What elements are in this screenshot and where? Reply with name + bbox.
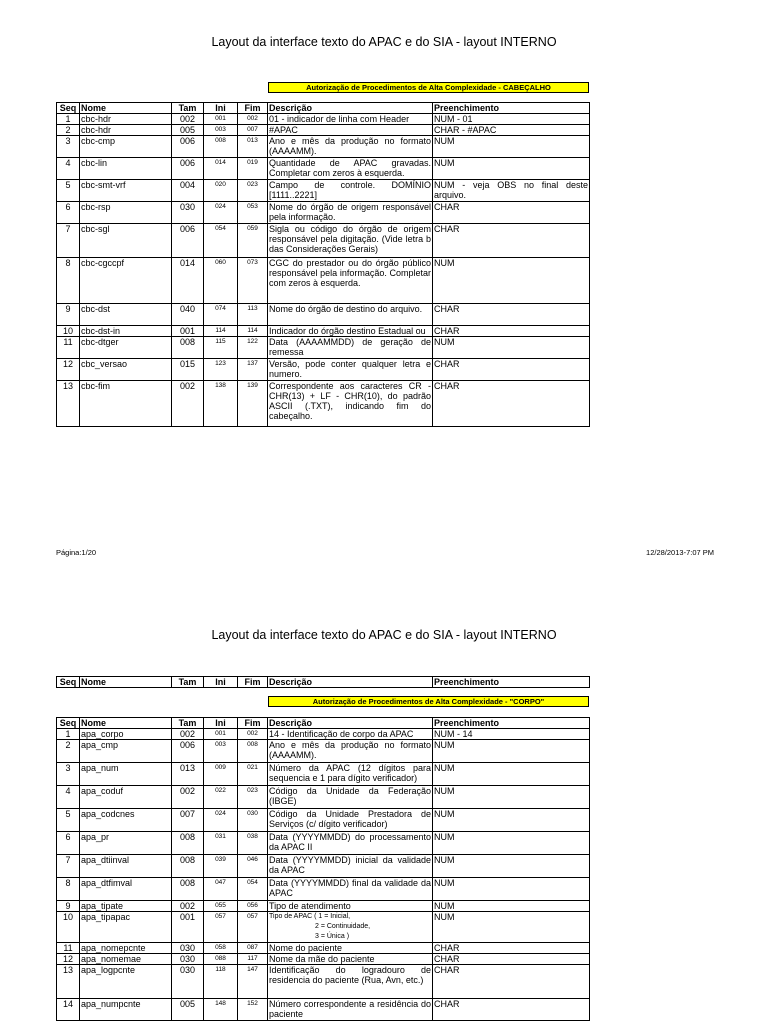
cell-nome: cbc-hdr [80, 125, 172, 136]
cell-tam: 040 [172, 304, 204, 326]
table-row [57, 125, 590, 136]
cell-fim: 038 [238, 832, 268, 855]
cell-fim: 073 [238, 258, 268, 304]
cell-fim: 053 [238, 202, 268, 224]
cell-descricao: 14 - Identificação de corpo da APAC [268, 729, 433, 740]
cell-fim: 007 [238, 125, 268, 136]
table-row [57, 901, 590, 912]
cell-seq: 7 [57, 855, 80, 878]
column-header: Seq [57, 103, 80, 114]
cell-tam: 001 [172, 326, 204, 337]
tipo-apac-line: Tipo de APAC ( 1 = Inicial, [269, 913, 351, 920]
cell-preenchimento: NUM [433, 855, 590, 878]
cell-tam: 002 [172, 786, 204, 809]
cell-seq: 4 [57, 158, 80, 180]
column-header: Tam [172, 718, 204, 729]
cell-fim: 030 [238, 809, 268, 832]
cell-preenchimento: CHAR [433, 202, 590, 224]
table-row [57, 855, 590, 878]
cell-fim: 147 [238, 965, 268, 999]
cell-nome: apa_logpcnte [80, 965, 172, 999]
cell-seq: 6 [57, 832, 80, 855]
cell-tam: 014 [172, 258, 204, 304]
cell-nome: apa_cmp [80, 740, 172, 763]
cell-nome: apa_nomemae [80, 954, 172, 965]
cell-seq: 2 [57, 125, 80, 136]
table-row [57, 965, 590, 999]
table-row [57, 136, 590, 158]
column-header: Seq [57, 677, 80, 688]
cell-tam: 004 [172, 180, 204, 202]
table-header-row [57, 718, 590, 729]
cell-nome: cbc-dst-in [80, 326, 172, 337]
cell-nome: cbc-smt-vrf [80, 180, 172, 202]
table-header-row [57, 677, 590, 688]
cell-preenchimento: NUM - 14 [433, 729, 590, 740]
cell-preenchimento: NUM [433, 740, 590, 763]
cell-nome: cbc_versao [80, 359, 172, 381]
cell-nome: cbc-dtger [80, 337, 172, 359]
cell-ini: 014 [204, 158, 238, 180]
section-banner-cabecalho: Autorização de Procedimentos de Alta Complexidade - CABEÇALHO [268, 82, 589, 93]
cell-fim: 046 [238, 855, 268, 878]
cell-seq: 9 [57, 901, 80, 912]
cell-preenchimento: CHAR [433, 381, 590, 427]
cell-seq: 10 [57, 326, 80, 337]
cell-descricao: CGC do prestador ou do órgão público responsável pela informação. Completar com zeros à esquerda. [268, 258, 433, 304]
cell-nome: cbc-fim [80, 381, 172, 427]
cell-ini: 008 [204, 136, 238, 158]
column-header: Fim [238, 718, 268, 729]
cell-seq: 9 [57, 304, 80, 326]
cell-ini: 148 [204, 999, 238, 1021]
cell-ini: 138 [204, 381, 238, 427]
cell-preenchimento: NUM [433, 878, 590, 901]
table-row [57, 359, 590, 381]
cell-fim: 122 [238, 337, 268, 359]
table-row [57, 943, 590, 954]
cell-ini: 118 [204, 965, 238, 999]
cell-preenchimento: NUM [433, 763, 590, 786]
cell-ini: 003 [204, 740, 238, 763]
column-header: Nome [80, 103, 172, 114]
table-row [57, 224, 590, 258]
cell-tam: 005 [172, 125, 204, 136]
cell-ini: 001 [204, 729, 238, 740]
cell-nome: apa_num [80, 763, 172, 786]
cell-ini: 024 [204, 202, 238, 224]
column-header: Preenchimento [433, 677, 590, 688]
cell-seq: 4 [57, 786, 80, 809]
column-header: Fim [238, 103, 268, 114]
cell-ini: 009 [204, 763, 238, 786]
cell-preenchimento: CHAR [433, 943, 590, 954]
cell-tam: 002 [172, 729, 204, 740]
cell-fim: 152 [238, 999, 268, 1021]
print-timestamp: 12/28/2013-7:07 PM [646, 548, 714, 557]
cell-ini: 058 [204, 943, 238, 954]
cell-descricao: 01 - indicador de linha com Header [268, 114, 433, 125]
cell-descricao: Data (AAAAMMDD) de geração de remessa [269, 337, 431, 357]
cell-tam: 001 [172, 912, 204, 943]
cell-descricao: Código da Unidade da Federação (IBGE) [268, 786, 433, 809]
cell-descricao: Nome do órgão de origem responsável pela informação. [269, 202, 431, 222]
cell-tam: 002 [172, 381, 204, 427]
cell-descricao: Data (YYYYMMDD) final da validade da APAC [268, 878, 433, 901]
cell-preenchimento: CHAR [433, 999, 590, 1021]
column-header-strip [56, 676, 590, 688]
table-row [57, 258, 590, 304]
cell-tam: 008 [172, 832, 204, 855]
cell-preenchimento: CHAR [433, 326, 590, 337]
cell-nome: apa_numpcnte [80, 999, 172, 1021]
cell-fim: 056 [238, 901, 268, 912]
cell-tam: 030 [172, 943, 204, 954]
column-header: Ini [204, 677, 238, 688]
cell-nome: apa_tipapac [80, 912, 172, 943]
layout-table-corpo [56, 717, 590, 1021]
cell-preenchimento: CHAR [433, 304, 590, 326]
cell-ini: 047 [204, 878, 238, 901]
cell-descricao: Sigla ou código do órgão de origem responsável pela digitação. (Vide letra b das Considerações Gerais) [268, 224, 433, 258]
table-row [57, 786, 590, 809]
cell-nome: cbc-cmp [80, 136, 172, 158]
cell-ini: 088 [204, 954, 238, 965]
cell-descricao [268, 912, 433, 943]
cell-ini: 060 [204, 258, 238, 304]
cell-tam: 006 [172, 224, 204, 258]
column-header: Descrição [268, 103, 433, 114]
cell-descricao: Número correspondente a residência do paciente [269, 999, 431, 1019]
cell-preenchimento: NUM [433, 786, 590, 809]
cell-seq: 8 [57, 258, 80, 304]
cell-seq: 3 [57, 136, 80, 158]
column-header: Tam [172, 103, 204, 114]
column-header: Preenchimento [433, 718, 590, 729]
cell-seq: 10 [57, 912, 80, 943]
section-banner-corpo: Autorização de Procedimentos de Alta Complexidade - "CORPO" [268, 696, 589, 707]
cell-fim: 137 [238, 359, 268, 381]
table-row [57, 180, 590, 202]
cell-tam: 015 [172, 359, 204, 381]
cell-fim: 114 [238, 326, 268, 337]
cell-fim: 013 [238, 136, 268, 158]
cell-fim: 008 [238, 740, 268, 763]
cell-descricao: Data (YYYYMMDD) do processamento da APAC II [268, 832, 433, 855]
cell-descricao: Correspondente aos caracteres CR - CHR(13) + LF - CHR(10), do padrão ASCII (.TXT), indicando fim do cabeçalho. [268, 381, 433, 427]
cell-ini: 039 [204, 855, 238, 878]
column-header: Nome [80, 677, 172, 688]
cell-seq: 2 [57, 740, 80, 763]
cell-descricao: Campo de controle. DOMÍNIO [1111..2221] [269, 180, 431, 200]
cell-preenchimento: NUM [433, 337, 590, 359]
column-header: Seq [57, 718, 80, 729]
table-row [57, 878, 590, 901]
table-row [57, 381, 590, 427]
cell-preenchimento: NUM [433, 136, 590, 158]
tipo-apac-line: 2 = Continuidade, [315, 923, 371, 930]
column-header: Ini [204, 718, 238, 729]
cell-ini: 123 [204, 359, 238, 381]
cell-seq: 5 [57, 809, 80, 832]
cell-preenchimento: NUM [433, 832, 590, 855]
cell-fim: 002 [238, 729, 268, 740]
cell-nome: apa_tipate [80, 901, 172, 912]
cell-fim: 002 [238, 114, 268, 125]
cell-nome: apa_dtfimval [80, 878, 172, 901]
cell-tam: 005 [172, 999, 204, 1021]
cell-nome: cbc-cgccpf [80, 258, 172, 304]
column-header: Fim [238, 677, 268, 688]
cell-nome: apa_codcnes [80, 809, 172, 832]
cell-descricao: #APAC [268, 125, 433, 136]
cell-tam: 030 [172, 202, 204, 224]
cell-preenchimento: CHAR [433, 224, 590, 258]
table-row [57, 954, 590, 965]
cell-tam: 008 [172, 337, 204, 359]
cell-ini: 115 [204, 337, 238, 359]
cell-ini: 114 [204, 326, 238, 337]
cell-fim: 117 [238, 954, 268, 965]
table-row [57, 999, 590, 1021]
cell-ini: 024 [204, 809, 238, 832]
table-header-row [57, 103, 590, 114]
cell-nome: cbc-hdr [80, 114, 172, 125]
table-row [57, 763, 590, 786]
cell-tam: 013 [172, 763, 204, 786]
cell-tam: 006 [172, 740, 204, 763]
cell-tam: 002 [172, 901, 204, 912]
cell-nome: cbc-sgl [80, 224, 172, 258]
table-row [57, 809, 590, 832]
cell-seq: 12 [57, 954, 80, 965]
cell-nome: cbc-dst [80, 304, 172, 326]
table-row [57, 202, 590, 224]
column-header: Descrição [268, 718, 433, 729]
cell-nome: cbc-rsp [80, 202, 172, 224]
cell-fim: 023 [238, 786, 268, 809]
cell-descricao: Nome do órgão de destino do arquivo. [268, 304, 433, 326]
cell-tam: 008 [172, 878, 204, 901]
column-header: Descrição [268, 677, 433, 688]
cell-seq: 11 [57, 337, 80, 359]
table-row [57, 729, 590, 740]
cell-seq: 3 [57, 763, 80, 786]
cell-descricao: Versão, pode conter qualquer letra e numero. [269, 359, 431, 379]
cell-seq: 11 [57, 943, 80, 954]
cell-seq: 13 [57, 965, 80, 999]
cell-descricao: Nome do paciente [268, 943, 433, 954]
cell-preenchimento: NUM [433, 258, 590, 304]
cell-ini: 022 [204, 786, 238, 809]
cell-fim: 139 [238, 381, 268, 427]
cell-descricao: Indicador do órgão destino Estadual ou [268, 326, 433, 337]
cell-fim: 057 [238, 912, 268, 943]
cell-ini: 031 [204, 832, 238, 855]
cell-ini: 020 [204, 180, 238, 202]
cell-preenchimento: NUM - veja OBS no final deste arquivo. [434, 180, 588, 200]
cell-descricao: Nome da mãe do paciente [268, 954, 433, 965]
cell-seq: 1 [57, 729, 80, 740]
table-row [57, 832, 590, 855]
cell-tam: 006 [172, 136, 204, 158]
cell-seq: 13 [57, 381, 80, 427]
cell-descricao: Ano e mês da produção no formato (AAAAMM). [268, 740, 433, 763]
cell-seq: 14 [57, 999, 80, 1021]
cell-fim: 019 [238, 158, 268, 180]
page-title: Layout da interface texto do APAC e do SIA - layout INTERNO [211, 35, 557, 49]
cell-preenchimento: CHAR [433, 965, 590, 999]
column-header: Nome [80, 718, 172, 729]
cell-descricao: Tipo de atendimento [268, 901, 433, 912]
layout-table-cabecalho [56, 102, 590, 427]
cell-seq: 1 [57, 114, 80, 125]
cell-nome: apa_dtiinval [80, 855, 172, 878]
cell-fim: 023 [238, 180, 268, 202]
cell-nome: apa_nomepcnte [80, 943, 172, 954]
cell-descricao: Código da Unidade Prestadora de Serviços (c/ dígito verificador) [268, 809, 433, 832]
cell-descricao: Número da APAC (12 dígitos para sequencia e 1 para dígito verificador) [268, 763, 433, 786]
cell-ini: 001 [204, 114, 238, 125]
cell-seq: 8 [57, 878, 80, 901]
page-title: Layout da interface texto do APAC e do SIA - layout INTERNO [211, 628, 557, 642]
table-row [57, 337, 590, 359]
cell-preenchimento: NUM [433, 809, 590, 832]
cell-tam: 002 [172, 114, 204, 125]
cell-ini: 003 [204, 125, 238, 136]
cell-fim: 021 [238, 763, 268, 786]
table-row [57, 114, 590, 125]
cell-nome: apa_pr [80, 832, 172, 855]
cell-descricao: Ano e mês da produção no formato (AAAAMM). [269, 136, 431, 156]
cell-fim: 059 [238, 224, 268, 258]
table-row [57, 740, 590, 763]
cell-fim: 087 [238, 943, 268, 954]
cell-seq: 12 [57, 359, 80, 381]
cell-ini: 057 [204, 912, 238, 943]
cell-seq: 6 [57, 202, 80, 224]
cell-nome: cbc-lin [80, 158, 172, 180]
cell-preenchimento: NUM [433, 158, 590, 180]
cell-tam: 006 [172, 158, 204, 180]
cell-descricao: Identificação do logradouro de residencia do paciente (Rua, Avn, etc.) [268, 965, 433, 999]
cell-preenchimento: CHAR - #APAC [433, 125, 590, 136]
cell-ini: 074 [204, 304, 238, 326]
cell-preenchimento: CHAR [433, 954, 590, 965]
cell-fim: 113 [238, 304, 268, 326]
cell-descricao: Data (YYYYMMDD) inicial da validade da APAC [268, 855, 433, 878]
cell-preenchimento: NUM [433, 901, 590, 912]
tipo-apac-line: 3 = Única ) [315, 933, 350, 940]
cell-fim: 054 [238, 878, 268, 901]
page-number: Página:1/20 [56, 548, 97, 557]
column-header: Ini [204, 103, 238, 114]
table-row [57, 326, 590, 337]
table-row [57, 912, 590, 943]
cell-ini: 054 [204, 224, 238, 258]
cell-preenchimento: NUM - 01 [433, 114, 590, 125]
cell-nome: apa_corpo [80, 729, 172, 740]
cell-ini: 055 [204, 901, 238, 912]
cell-tam: 030 [172, 954, 204, 965]
cell-descricao: Quantidade de APAC gravadas. Completar com zeros à esquerda. [269, 158, 431, 178]
cell-seq: 7 [57, 224, 80, 258]
table-row [57, 304, 590, 326]
cell-seq: 5 [57, 180, 80, 202]
cell-preenchimento: CHAR [433, 359, 590, 381]
cell-preenchimento: NUM [433, 912, 590, 943]
table-row [57, 158, 590, 180]
column-header: Preenchimento [433, 103, 590, 114]
cell-tam: 008 [172, 855, 204, 878]
cell-nome: apa_coduf [80, 786, 172, 809]
cell-tam: 007 [172, 809, 204, 832]
cell-tam: 030 [172, 965, 204, 999]
column-header: Tam [172, 677, 204, 688]
